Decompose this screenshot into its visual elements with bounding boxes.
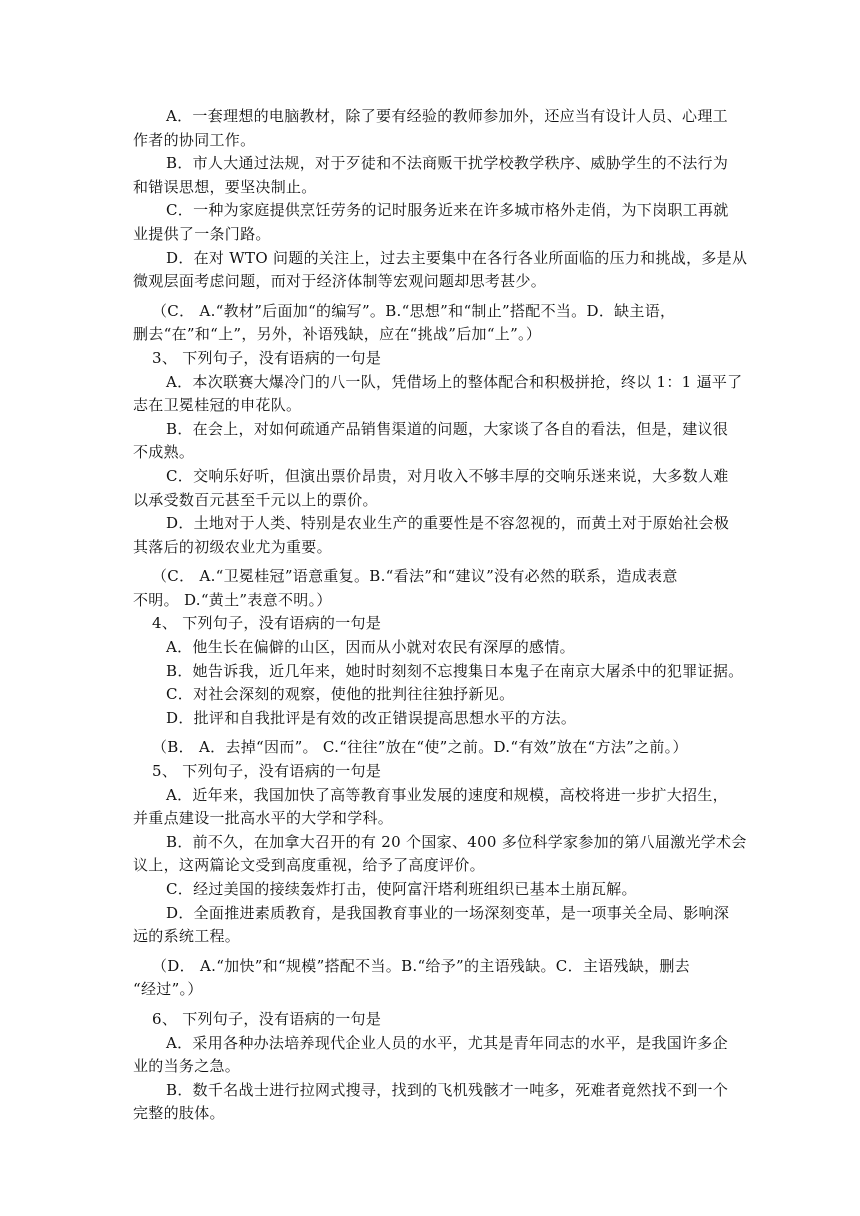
text-line: （C． A.“教材”后面加“的编写”。B.“思想”和“制止”搭配不当。D．缺主语，	[152, 301, 676, 320]
text-line: B．市人大通过法规，对于歹徒和不法商贩干扰学校教学秩序、威胁学生的不法行为	[166, 154, 729, 173]
text-line: B．在会上，对如何疏通产品销售渠道的问题，大家谈了各自的看法，但是，建议很	[166, 419, 729, 438]
text-line: 作者的协同工作。	[133, 130, 256, 149]
text-line: 业的当务之急。	[133, 1057, 241, 1076]
text-line: 不成熟。	[133, 443, 195, 462]
text-line: C．经过美国的接续轰炸打击，使阿富汗塔利班组织已基本土崩瓦解。	[166, 880, 637, 898]
text-line: （C． A.“卫冕桂冠”语意重复。B.“看法”和“建议”没有必然的联系，造成表意	[152, 567, 678, 586]
text-line: A．一套理想的电脑教材，除了要有经验的教师参加外，还应当有设计人员、心理工	[166, 107, 728, 125]
text-line: 并重点建设一批高水平的大学和学科。	[133, 809, 394, 828]
text-line: D．在对 WTO 问题的关注上，过去主要集中在各行各业所面临的压力和挑战，多是从	[166, 248, 748, 267]
text-line: B．前不久，在加拿大召开的有 20 个国家、400 多位科学家参加的第八届激光学术会	[166, 832, 747, 851]
text-line: 完整的肢体。	[133, 1104, 225, 1123]
text-line: C．对社会深刻的观察，使他的批判往往独抒新见。	[166, 685, 515, 704]
text-line: 3、 下列句子，没有语病的一句是	[152, 348, 382, 367]
text-line: 6、 下列句子，没有语病的一句是	[152, 1009, 382, 1028]
text-line: 不明。 D.“黄土”表意不明。）	[133, 590, 332, 609]
text-line: 远的系统工程。	[133, 927, 241, 946]
text-line: 4、 下列句子，没有语病的一句是	[152, 614, 382, 633]
text-line: “经过”。）	[133, 980, 203, 999]
text-line: C．一种为家庭提供烹饪劳务的记时服务近来在许多城市格外走俏，为下岗职工再就	[166, 201, 729, 220]
text-line: 微观层面考虑问题，而对于经济体制等宏观问题却思考甚少。	[133, 272, 547, 291]
text-line: 以承受数百元甚至千元以上的票价。	[133, 490, 378, 509]
text-line: 其落后的初级农业尤为重要。	[133, 537, 332, 556]
text-line: D．全面推进素质教育，是我国教育事业的一场深刻变革，是一项事关全局、影响深	[166, 903, 730, 922]
text-line: B．数千名战士进行拉网式搜寻，找到的飞机残骸才一吨多，死难者竟然找不到一个	[166, 1080, 729, 1099]
text-line: （B． A．去掉“因而”。 C.“往往”放在“使”之前。D.“有效”放在“方法”之前。）	[152, 738, 688, 757]
text-line: 删去“在”和“上”，另外，补语残缺，应在“挑战”后加“上”。）	[133, 325, 542, 344]
text-line: D．批评和自我批评是有效的改正错误提高思想水平的方法。	[166, 708, 577, 727]
text-line: 议上，这两篇论文受到高度重视，给予了高度评价。	[133, 856, 485, 875]
text-line: B．她告诉我，近几年来，她时时刻刻不忘搜集日本鬼子在南京大屠杀中的犯罪证据。	[166, 661, 744, 680]
text-line: C．交响乐好听，但演出票价昂贵，对月收入不够丰厚的交响乐迷来说，大多数人难	[166, 466, 729, 485]
text-line: A．采用各种办法培养现代企业人员的水平，尤其是青年同志的水平，是我国许多企	[166, 1033, 728, 1052]
text-line: 业提供了一条门路。	[133, 224, 271, 243]
text-line: 和错误思想，要坚决制止。	[133, 177, 317, 196]
document-body	[133, 105, 748, 1126]
text-line: A．他生长在偏僻的山区，因而从小就对农民有深厚的感情。	[166, 638, 575, 657]
text-line: 5、 下列句子，没有语病的一句是	[152, 762, 382, 781]
text-line: D．土地对于人类、特别是农业生产的重要性是不容忽视的，而黄土对于原始社会极	[166, 514, 730, 533]
text-line: A．近年来，我国加快了高等教育事业发展的速度和规模，高校将进一步扩大招生，	[166, 785, 728, 804]
text-line: （D． A.“加快”和“规模”搭配不当。B.“给予”的主语残缺。C．主语残缺，删去	[152, 956, 690, 975]
text-line: A．本次联赛大爆冷门的八一队，凭借场上的整体配合和积极拼抢，终以 1：1 逼平了	[166, 372, 743, 391]
text-line: 志在卫冕桂冠的申花队。	[133, 396, 302, 415]
